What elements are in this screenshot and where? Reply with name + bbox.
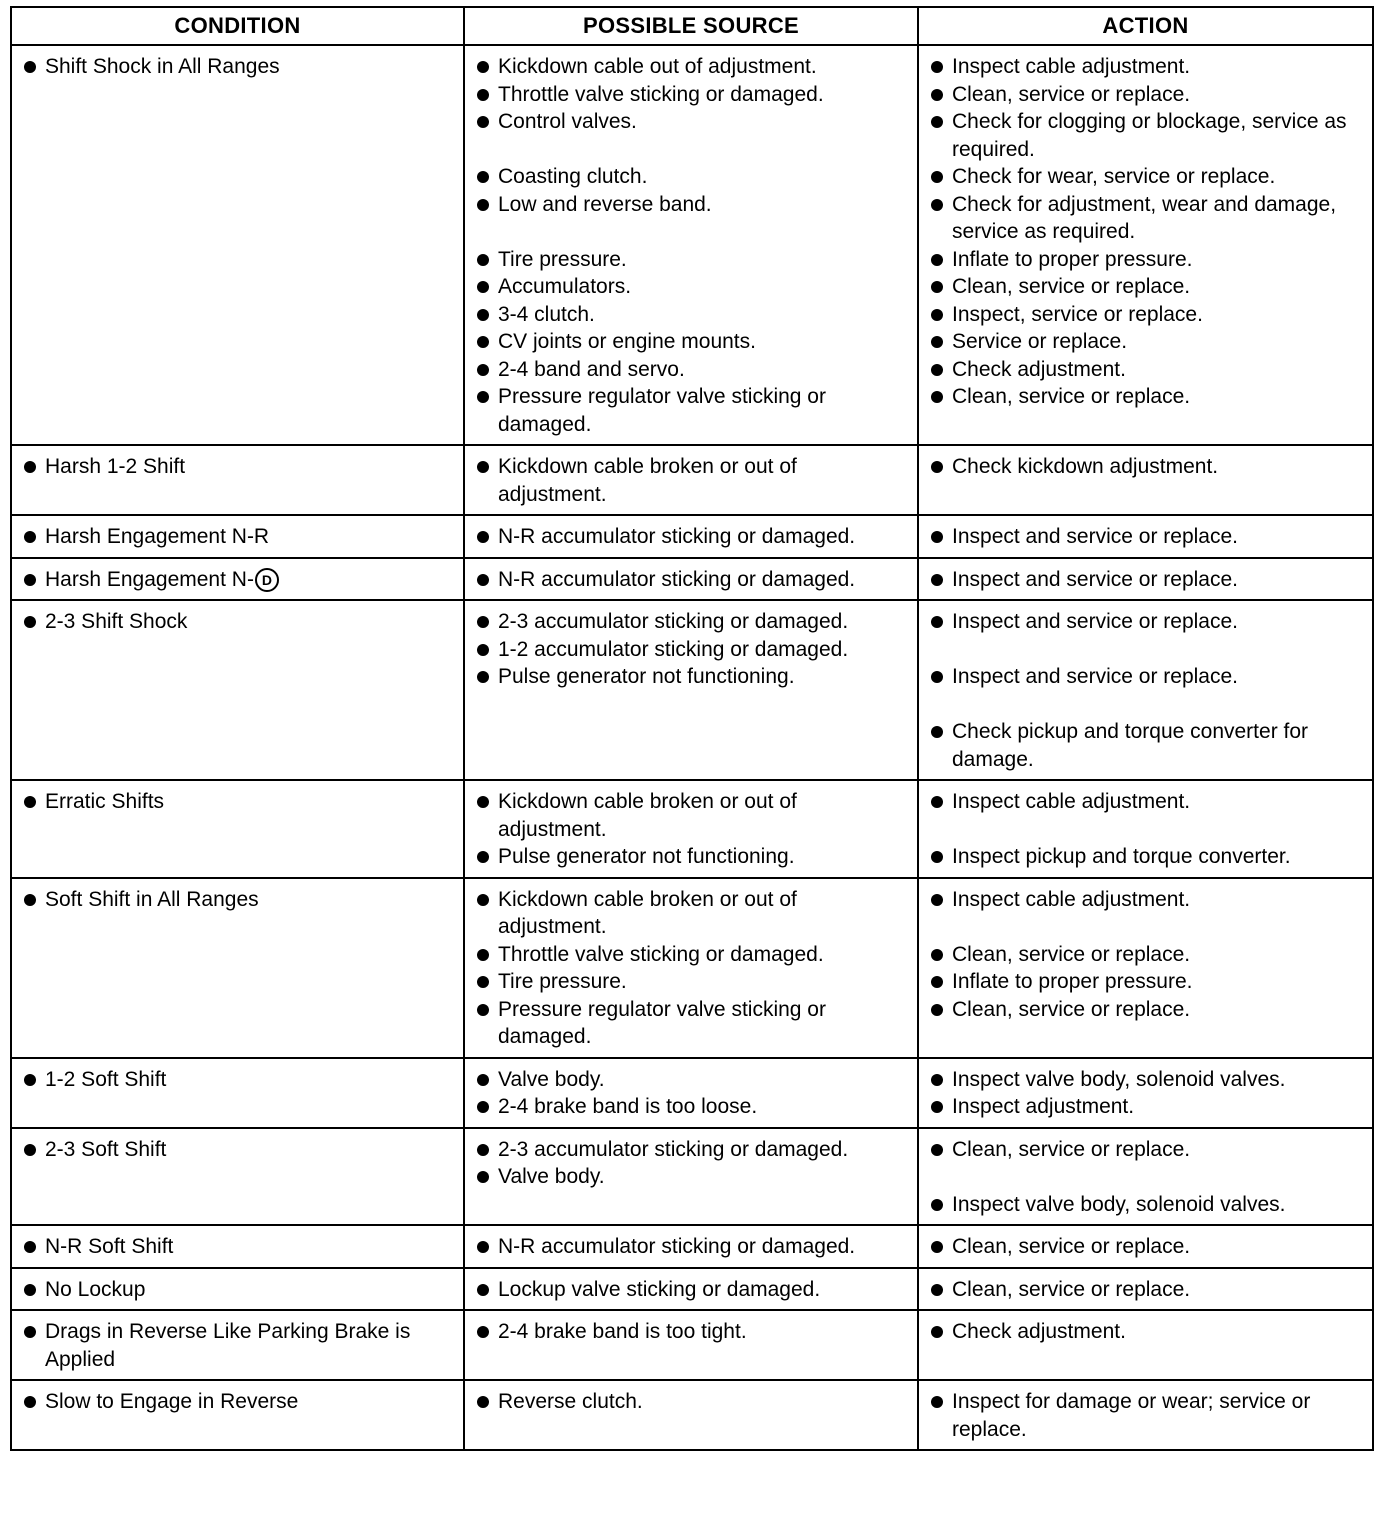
action-cell xyxy=(918,515,1373,558)
condition-cell xyxy=(11,1268,464,1311)
action-item: Check for wear, service or replace. xyxy=(927,163,1366,191)
source-item: Kickdown cable broken or out of adjustment. xyxy=(473,886,911,941)
condition-cell xyxy=(11,558,464,601)
action-item: Check for adjustment, wear and damage, service as required. xyxy=(927,191,1366,246)
action-cell xyxy=(918,445,1373,515)
source-item: CV joints or engine mounts. xyxy=(473,328,911,356)
action-item: Inspect and service or replace. xyxy=(927,566,1366,594)
action-cell xyxy=(918,1310,1373,1380)
action-item: Inflate to proper pressure. xyxy=(927,968,1366,996)
source-item: 2-3 accumulator sticking or damaged. xyxy=(473,608,911,636)
condition-cell xyxy=(11,1380,464,1450)
condition-cell xyxy=(11,1310,464,1380)
condition-header: CONDITION xyxy=(11,7,464,45)
action-item: Inspect and service or replace. xyxy=(927,663,1366,691)
action-cell xyxy=(918,1225,1373,1268)
table-row xyxy=(11,1225,1373,1268)
action-item: Inspect valve body, solenoid valves. xyxy=(927,1191,1366,1219)
source-cell xyxy=(464,1058,918,1128)
condition-text: Slow to Engage in Reverse xyxy=(20,1388,457,1416)
source-item: Throttle valve sticking or damaged. xyxy=(473,941,911,969)
table-row xyxy=(11,600,1373,780)
condition-cell xyxy=(11,780,464,878)
source-cell xyxy=(464,515,918,558)
source-item: Low and reverse band. xyxy=(473,191,911,219)
source-item: Valve body. xyxy=(473,1163,911,1191)
table-row xyxy=(11,558,1373,601)
source-item: 2-3 accumulator sticking or damaged. xyxy=(473,1136,911,1164)
source-cell xyxy=(464,600,918,780)
source-cell xyxy=(464,780,918,878)
condition-text: Harsh Engagement N-R xyxy=(20,523,457,551)
condition-text: 2-3 Shift Shock xyxy=(20,608,457,636)
source-item: 2-4 band and servo. xyxy=(473,356,911,384)
source-item: Throttle valve sticking or damaged. xyxy=(473,81,911,109)
action-item: Check adjustment. xyxy=(927,1318,1366,1346)
action-cell xyxy=(918,1268,1373,1311)
action-header: ACTION xyxy=(918,7,1373,45)
source-item: Pressure regulator valve sticking or damaged. xyxy=(473,383,911,438)
condition-text: N-R Soft Shift xyxy=(20,1233,457,1261)
action-item: Inspect for damage or wear; service or replace. xyxy=(927,1388,1366,1443)
condition-text: Soft Shift in All Ranges xyxy=(20,886,457,914)
source-cell xyxy=(464,1310,918,1380)
action-item: Inspect and service or replace. xyxy=(927,608,1366,636)
condition-text: 1-2 Soft Shift xyxy=(20,1066,457,1094)
source-cell xyxy=(464,445,918,515)
condition-text: No Lockup xyxy=(20,1276,457,1304)
action-item: Inspect, service or replace. xyxy=(927,301,1366,329)
source-item: Kickdown cable out of adjustment. xyxy=(473,53,911,81)
action-cell xyxy=(918,780,1373,878)
source-item: 1-2 accumulator sticking or damaged. xyxy=(473,636,911,664)
table-row xyxy=(11,445,1373,515)
action-item: Service or replace. xyxy=(927,328,1366,356)
source-cell xyxy=(464,1128,918,1226)
source-item: Kickdown cable broken or out of adjustment. xyxy=(473,788,911,843)
table-row xyxy=(11,45,1373,445)
source-cell xyxy=(464,558,918,601)
source-item: Lockup valve sticking or damaged. xyxy=(473,1276,911,1304)
action-item: Clean, service or replace. xyxy=(927,383,1366,411)
source-cell xyxy=(464,878,918,1058)
source-item: 3-4 clutch. xyxy=(473,301,911,329)
condition-text: Harsh Engagement N- xyxy=(45,567,254,591)
source-item: Pulse generator not functioning. xyxy=(473,663,911,691)
condition-text: Shift Shock in All Ranges xyxy=(20,53,457,81)
action-item: Inspect adjustment. xyxy=(927,1093,1366,1121)
source-item: Tire pressure. xyxy=(473,968,911,996)
action-cell xyxy=(918,558,1373,601)
source-item: 2-4 brake band is too tight. xyxy=(473,1318,911,1346)
table-row xyxy=(11,780,1373,878)
condition-text: 2-3 Soft Shift xyxy=(20,1136,457,1164)
action-item: Inspect pickup and torque converter. xyxy=(927,843,1366,871)
condition-text: Drags in Reverse Like Parking Brake is Applied xyxy=(20,1318,457,1373)
condition-cell xyxy=(11,600,464,780)
action-item: Clean, service or replace. xyxy=(927,1233,1366,1261)
action-item: Clean, service or replace. xyxy=(927,273,1366,301)
source-cell xyxy=(464,1225,918,1268)
action-item: Clean, service or replace. xyxy=(927,1276,1366,1304)
source-item: Kickdown cable broken or out of adjustment. xyxy=(473,453,911,508)
source-item: Pressure regulator valve sticking or damaged. xyxy=(473,996,911,1051)
action-cell xyxy=(918,1058,1373,1128)
table-row xyxy=(11,515,1373,558)
table-row xyxy=(11,1380,1373,1450)
condition-cell xyxy=(11,1225,464,1268)
condition-cell xyxy=(11,445,464,515)
action-cell xyxy=(918,45,1373,445)
source-item: Accumulators. xyxy=(473,273,911,301)
condition-cell xyxy=(11,1058,464,1128)
condition-cell xyxy=(11,1128,464,1226)
source-item: Valve body. xyxy=(473,1066,911,1094)
source-cell xyxy=(464,1268,918,1311)
action-item: Inflate to proper pressure. xyxy=(927,246,1366,274)
source-item: Control valves. xyxy=(473,108,911,136)
condition-cell xyxy=(11,878,464,1058)
action-item: Check for clogging or blockage, service as required. xyxy=(927,108,1366,163)
source-item: N-R accumulator sticking or damaged. xyxy=(473,1233,911,1261)
action-item: Inspect cable adjustment. xyxy=(927,886,1366,914)
source-item: N-R accumulator sticking or damaged. xyxy=(473,566,911,594)
action-item: Check pickup and torque converter for damage. xyxy=(927,718,1366,773)
source-cell xyxy=(464,45,918,445)
action-item: Inspect and service or replace. xyxy=(927,523,1366,551)
action-item: Check kickdown adjustment. xyxy=(927,453,1366,481)
condition-text: Erratic Shifts xyxy=(20,788,457,816)
source-item: Tire pressure. xyxy=(473,246,911,274)
table-row xyxy=(11,1058,1373,1128)
header-row xyxy=(11,7,1373,45)
source-cell xyxy=(464,1380,918,1450)
action-cell xyxy=(918,878,1373,1058)
action-item: Clean, service or replace. xyxy=(927,941,1366,969)
drive-range-symbol: D xyxy=(255,568,279,592)
action-item: Clean, service or replace. xyxy=(927,1136,1366,1164)
action-item: Clean, service or replace. xyxy=(927,996,1366,1024)
diagnosis-table xyxy=(10,6,1374,1451)
table-row xyxy=(11,1310,1373,1380)
source-item: Reverse clutch. xyxy=(473,1388,911,1416)
action-item: Clean, service or replace. xyxy=(927,81,1366,109)
action-item: Check adjustment. xyxy=(927,356,1366,384)
source-item: N-R accumulator sticking or damaged. xyxy=(473,523,911,551)
condition-item xyxy=(20,566,457,594)
table-row xyxy=(11,1128,1373,1226)
condition-text: Harsh 1-2 Shift xyxy=(20,453,457,481)
source-item: Pulse generator not functioning. xyxy=(473,843,911,871)
action-item: Inspect valve body, solenoid valves. xyxy=(927,1066,1366,1094)
source-item: 2-4 brake band is too loose. xyxy=(473,1093,911,1121)
condition-cell xyxy=(11,45,464,445)
table-row xyxy=(11,1268,1373,1311)
action-cell xyxy=(918,1380,1373,1450)
action-cell xyxy=(918,600,1373,780)
source-item: Coasting clutch. xyxy=(473,163,911,191)
table-row xyxy=(11,878,1373,1058)
condition-cell xyxy=(11,515,464,558)
possible-source-header: POSSIBLE SOURCE xyxy=(464,7,918,45)
action-cell xyxy=(918,1128,1373,1226)
action-item: Inspect cable adjustment. xyxy=(927,53,1366,81)
action-item: Inspect cable adjustment. xyxy=(927,788,1366,816)
